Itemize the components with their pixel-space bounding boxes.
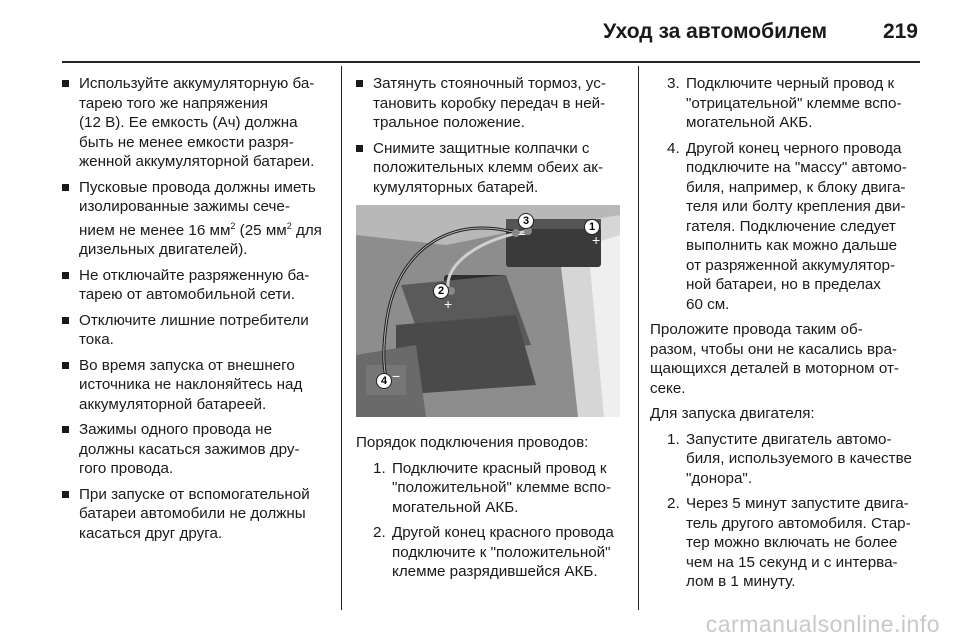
step-text: Подключите черный провод к "отрицательной" клемме вспо- могательной АКБ. xyxy=(686,75,902,131)
page-title: Уход за автомобилем xyxy=(603,20,827,43)
callout-3: 3 xyxy=(518,213,534,229)
step-number: 4. xyxy=(667,139,680,157)
column-divider-1 xyxy=(341,66,342,610)
page-header xyxy=(0,14,960,54)
engine-start-heading: Для запуска двигателя: xyxy=(650,405,815,422)
jump-start-illustration xyxy=(356,205,620,417)
list-item xyxy=(356,139,626,198)
list-item-text: Отключите лишние потребители тока. xyxy=(79,311,309,349)
connection-steps-continued xyxy=(650,74,928,314)
list-item-text: Используйте аккумуляторную ба- тарею того же напряжения (12 В). Ее емкость (Ач) должна быть не менее емкости разря- женной аккумуляторной батареи. xyxy=(79,75,315,170)
step-text: Через 5 минут запустите двига- тель другого автомобиля. Стар- тер можно включать не более чем на 15 секунд и с интерва- лом в 1 минуту. xyxy=(686,495,911,590)
watermark: carmanualsonline.info xyxy=(705,611,940,637)
bullet-square xyxy=(62,272,69,279)
list-item-text: Не отключайте разряженную ба- тарею от автомобильной сети. xyxy=(79,266,310,304)
connection-steps-list xyxy=(356,459,626,582)
list-item xyxy=(650,74,928,133)
callout-2: 2 xyxy=(433,283,449,299)
page-number: 219 xyxy=(882,20,918,43)
list-item-text: При запуске от вспомогательной батареи автомобили не должны касаться друг друга. xyxy=(79,485,310,542)
step-number: 2. xyxy=(667,495,680,512)
list-item xyxy=(62,74,332,172)
list-item xyxy=(650,494,928,592)
minus-sign: − xyxy=(392,368,401,384)
bullet-square xyxy=(356,145,363,152)
step-text: Другой конец красного провода подключите к "положительной" клемме разрядившейся АКБ. xyxy=(392,524,614,580)
step-text: Подключите красный провод к "положительной" клемме вспо- могательной АКБ. xyxy=(392,459,612,516)
header-divider xyxy=(62,61,920,63)
list-item xyxy=(62,485,332,544)
step-number: 3. xyxy=(667,75,680,92)
minus-sign: − xyxy=(518,226,527,242)
step-text: Другой конец черного провода подключите на "массу" автомо- биля, например, к блоку двига- теля или болту крепления дви- гателя. Подключение следует выполнить как можно дальше от разряженной аккумулятор- ной батареи, но в пределах 60 см. xyxy=(686,139,907,313)
bullet-square xyxy=(62,80,69,87)
list-item xyxy=(62,311,332,350)
plus-sign: + xyxy=(444,296,453,312)
cable-routing-paragraph: Проложите провода таким об- разом, чтобы они не касались вра- щающихся деталей в моторном от- секе. xyxy=(650,321,899,397)
list-item xyxy=(62,420,332,479)
superscript: 2 xyxy=(230,220,236,231)
column-divider-2 xyxy=(638,66,639,610)
column-3 xyxy=(650,74,928,598)
bullet-square xyxy=(62,491,69,498)
list-item-text: Зажимы одного провода не должны касаться зажимов дру- гого провода. xyxy=(79,421,300,478)
cable-section-text: для дизельных двигателей). xyxy=(79,221,322,259)
list-item-text: Снимите защитные колпачки с положительных клемм обеих ак- кумуляторных батарей. xyxy=(373,139,603,196)
step-number: 1. xyxy=(667,430,680,448)
precautions-list xyxy=(62,74,332,543)
list-item xyxy=(650,139,928,315)
callout-1: 1 xyxy=(584,219,600,235)
column-2 xyxy=(356,74,626,588)
connection-order-heading: Порядок подключения проводов: xyxy=(356,434,589,451)
superscript: 2 xyxy=(286,220,292,231)
preparation-list xyxy=(356,74,626,197)
bullet-square xyxy=(62,317,69,324)
cable-section-text: (25 мм xyxy=(235,221,287,239)
list-item xyxy=(356,459,626,518)
list-item xyxy=(62,266,332,305)
list-item xyxy=(650,430,928,489)
plus-sign: + xyxy=(592,232,601,248)
list-item-text xyxy=(79,178,332,260)
bullet-square xyxy=(62,184,69,191)
list-item-text-part: Пусковые провода должны иметь изолированные зажимы сече- xyxy=(79,178,316,215)
cable-section-text: нием не менее 16 мм xyxy=(79,221,231,239)
list-item xyxy=(356,523,626,582)
bullet-square xyxy=(62,362,69,369)
callout-4: 4 xyxy=(376,373,392,389)
list-item-text: Во время запуска от внешнего источника не наклоняйтесь над аккумуляторной батареей. xyxy=(79,356,303,413)
step-number: 1. xyxy=(373,459,386,477)
bullet-square xyxy=(62,426,69,433)
bullet-square xyxy=(356,80,363,87)
list-item xyxy=(62,178,332,260)
list-item xyxy=(356,74,626,133)
list-item-text: Затянуть стояночный тормоз, ус- тановить коробку передач в ней- тральное положение. xyxy=(373,75,606,131)
column-1 xyxy=(62,74,332,549)
list-item xyxy=(62,356,332,415)
step-text: Запустите двигатель автомо- биля, используемого в качестве "донора". xyxy=(686,430,912,487)
engine-start-steps xyxy=(650,430,928,592)
step-number: 2. xyxy=(373,524,386,541)
